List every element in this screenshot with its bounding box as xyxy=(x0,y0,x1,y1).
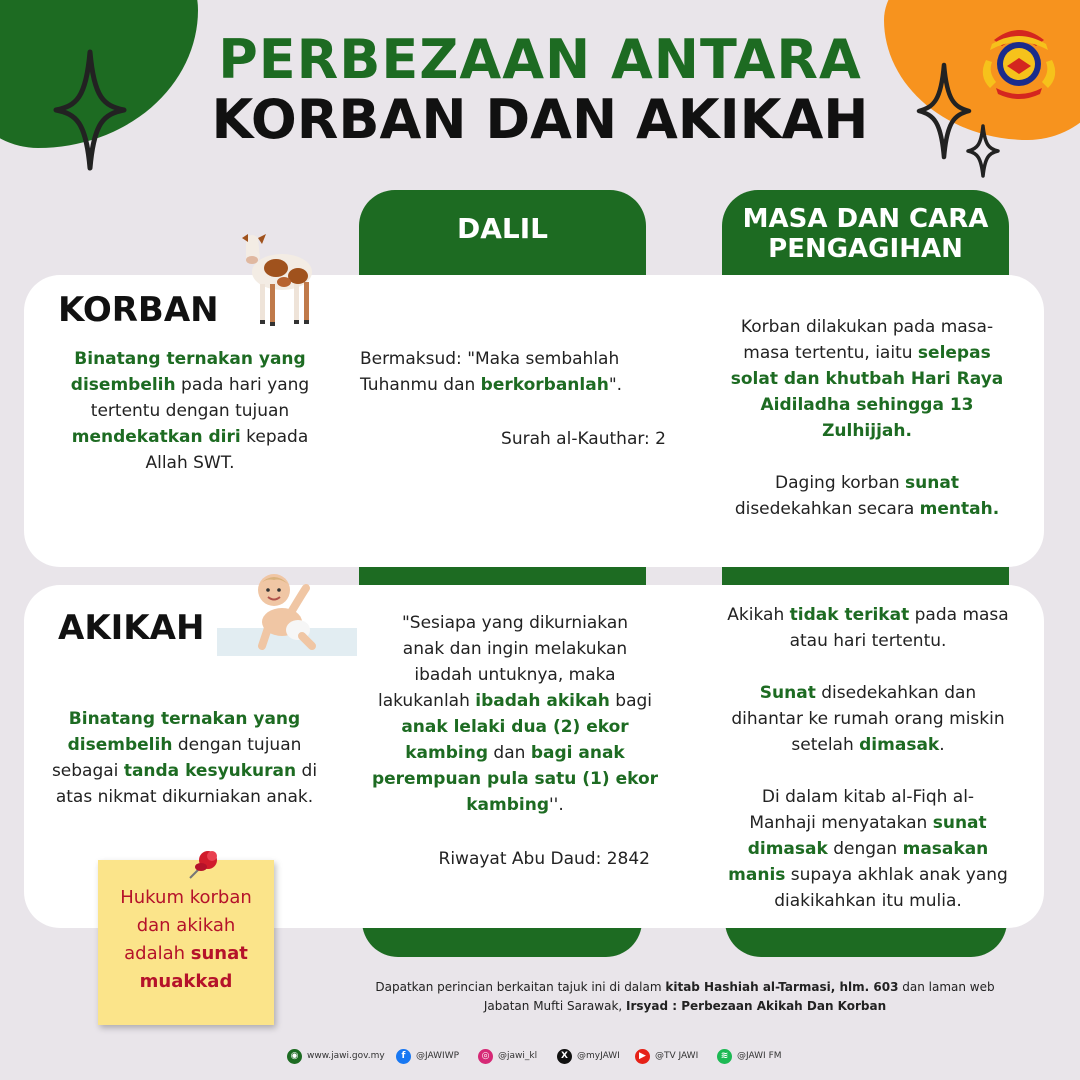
korban-masa-line xyxy=(712,444,1022,470)
korban-dalil-line2a: Tuhanmu dan xyxy=(360,375,481,395)
footnote-d: Jabatan Mufti Sarawak, xyxy=(483,999,627,1013)
akikah-definition-line: sebagai tanda kesyukuran di xyxy=(51,761,318,781)
akikah-dalil-line: anak lelaki dua (2) ekor xyxy=(401,717,629,737)
akikah-masa-line: setelah dimasak. xyxy=(791,735,945,755)
korban-definition xyxy=(50,346,330,476)
column-header-dalil-label: DALIL xyxy=(456,212,548,245)
korban-masa-text xyxy=(712,314,1022,522)
sticky-line2: dan akikah xyxy=(136,915,236,936)
akikah-masa-line xyxy=(708,758,1028,784)
baby-illustration xyxy=(246,570,326,652)
korban-masa-line: disedekahkan secara mentah. xyxy=(734,499,1000,519)
akikah-dalil-line: anak dan ingin melakukan xyxy=(402,639,628,659)
social-item-spotify[interactable] xyxy=(717,1046,782,1066)
social-item-youtube[interactable] xyxy=(635,1046,698,1066)
column-header-masa-line2: PENGAGIHAN xyxy=(768,234,963,264)
column-header-masa-line1: MASA DAN CARA xyxy=(742,204,989,234)
akikah-definition xyxy=(42,706,327,810)
social-item-web[interactable] xyxy=(287,1046,385,1066)
cow-illustration xyxy=(228,226,320,328)
akikah-masa-line: atau hari tertentu. xyxy=(789,631,947,651)
akikah-dalil-line: "Sesiapa yang dikurniakan xyxy=(401,613,629,633)
korban-row-title: KORBAN xyxy=(58,290,219,330)
korban-dalil-line2c: ". xyxy=(608,375,623,395)
akikah-dalil-line: ibadah untuknya, maka xyxy=(414,665,616,685)
korban-masa-line: Daging korban sunat xyxy=(775,473,959,493)
akikah-masa-line: Akikah tidak terikat pada masa xyxy=(727,605,1009,625)
column-header-dalil xyxy=(359,190,646,280)
korban-dalil-reference: Surah al-Kauthar: 2 xyxy=(501,429,666,449)
korban-masa-line: Zulhijjah. xyxy=(822,421,912,441)
akikah-row-title: AKIKAH xyxy=(58,608,205,648)
akikah-masa-line: Sunat disedekahkan dan xyxy=(759,683,977,703)
akikah-dalil-line: kambing''. xyxy=(466,795,564,815)
social-spotify-text: @JAWI FM xyxy=(737,1051,782,1061)
sticky-note-text xyxy=(98,884,274,996)
sticky-line3-bold: sunat xyxy=(190,943,248,964)
korban-masa-line: Aidiladha sehingga 13 xyxy=(760,395,974,415)
korban-definition-line: mendekatkan diri kepada xyxy=(71,427,309,447)
korban-dalil-highlight: berkorbanlah xyxy=(480,375,609,395)
akikah-masa-line: dimasak dengan masakan xyxy=(747,839,989,859)
social-x-text: @myJAWI xyxy=(577,1051,620,1061)
akikah-definition-line: disembelih dengan tujuan xyxy=(67,735,302,755)
social-web-text: www.jawi.gov.my xyxy=(307,1051,385,1061)
akikah-masa-line: Di dalam kitab al-Fiqh al- xyxy=(761,787,975,807)
footnote xyxy=(360,978,1010,1016)
social-item-x[interactable] xyxy=(557,1046,620,1066)
akikah-masa-line: Manhaji menyatakan sunat xyxy=(749,813,987,833)
korban-definition-line: Allah SWT. xyxy=(145,453,235,473)
youtube-icon: ▶ xyxy=(635,1049,650,1064)
sticky-line3: adalah xyxy=(124,943,191,964)
spotify-icon: ≋ xyxy=(717,1049,732,1064)
korban-masa-line: masa tertentu, iaitu selepas xyxy=(743,343,991,363)
korban-masa-line: solat dan khutbah Hari Raya xyxy=(730,369,1004,389)
akikah-dalil-line: kambing dan bagi anak xyxy=(405,743,625,763)
sticky-line1: Hukum korban xyxy=(120,887,252,908)
akikah-dalil-line: perempuan pula satu (1) ekor xyxy=(371,769,659,789)
korban-masa-line: Korban dilakukan pada masa- xyxy=(740,317,994,337)
social-instagram-text: @jawi_kl xyxy=(498,1051,538,1061)
korban-definition-line: Binatang ternakan yang xyxy=(74,349,306,369)
social-youtube-text: @TV JAWI xyxy=(655,1051,699,1061)
korban-dalil-text xyxy=(360,346,625,398)
pushpin-icon xyxy=(186,842,226,882)
social-facebook-text: @JAWIWP xyxy=(416,1051,460,1061)
social-item-instagram[interactable] xyxy=(478,1046,537,1066)
akikah-dalil-text xyxy=(370,610,660,818)
akikah-definition-line: atas nikmat dikurniakan anak. xyxy=(55,787,314,807)
globe-icon: ◉ xyxy=(287,1049,302,1064)
korban-definition-line: disembelih pada hari yang xyxy=(70,375,310,395)
akikah-masa-text xyxy=(708,602,1028,914)
footnote-e: Irsyad : Perbezaan Akikah Dan Korban xyxy=(626,999,887,1013)
footnote-a: Dapatkan perincian berkaitan tajuk ini di dalam xyxy=(375,980,666,994)
akikah-dalil-reference: Riwayat Abu Daud: 2842 xyxy=(438,849,650,869)
social-item-facebook[interactable] xyxy=(396,1046,459,1066)
akikah-masa-line: diakikahkan itu mulia. xyxy=(774,891,962,911)
korban-definition-line: tertentu dengan tujuan xyxy=(90,401,290,421)
korban-dalil-line1: Bermaksud: "Maka sembahlah xyxy=(360,349,620,369)
akikah-dalil-line: lakukanlah ibadah akikah bagi xyxy=(377,691,653,711)
facebook-icon: f xyxy=(396,1049,411,1064)
column-header-masa xyxy=(722,190,1009,280)
x-icon: X xyxy=(557,1049,572,1064)
footnote-c: dan laman web xyxy=(898,980,995,994)
akikah-masa-line xyxy=(708,654,1028,680)
instagram-icon: ◎ xyxy=(478,1049,493,1064)
akikah-masa-line: dihantar ke rumah orang miskin xyxy=(731,709,1005,729)
akikah-definition-line: Binatang ternakan yang xyxy=(68,709,301,729)
page-title-line2: KORBAN DAN AKIKAH xyxy=(211,88,869,151)
footnote-b: kitab Hashiah al-Tarmasi, hlm. 603 xyxy=(665,980,899,994)
akikah-masa-line: manis supaya akhlak anak yang xyxy=(728,865,1008,885)
page-title-line1: PERBEZAAN ANTARA xyxy=(218,28,862,91)
sticky-line4: muakkad xyxy=(139,971,233,992)
